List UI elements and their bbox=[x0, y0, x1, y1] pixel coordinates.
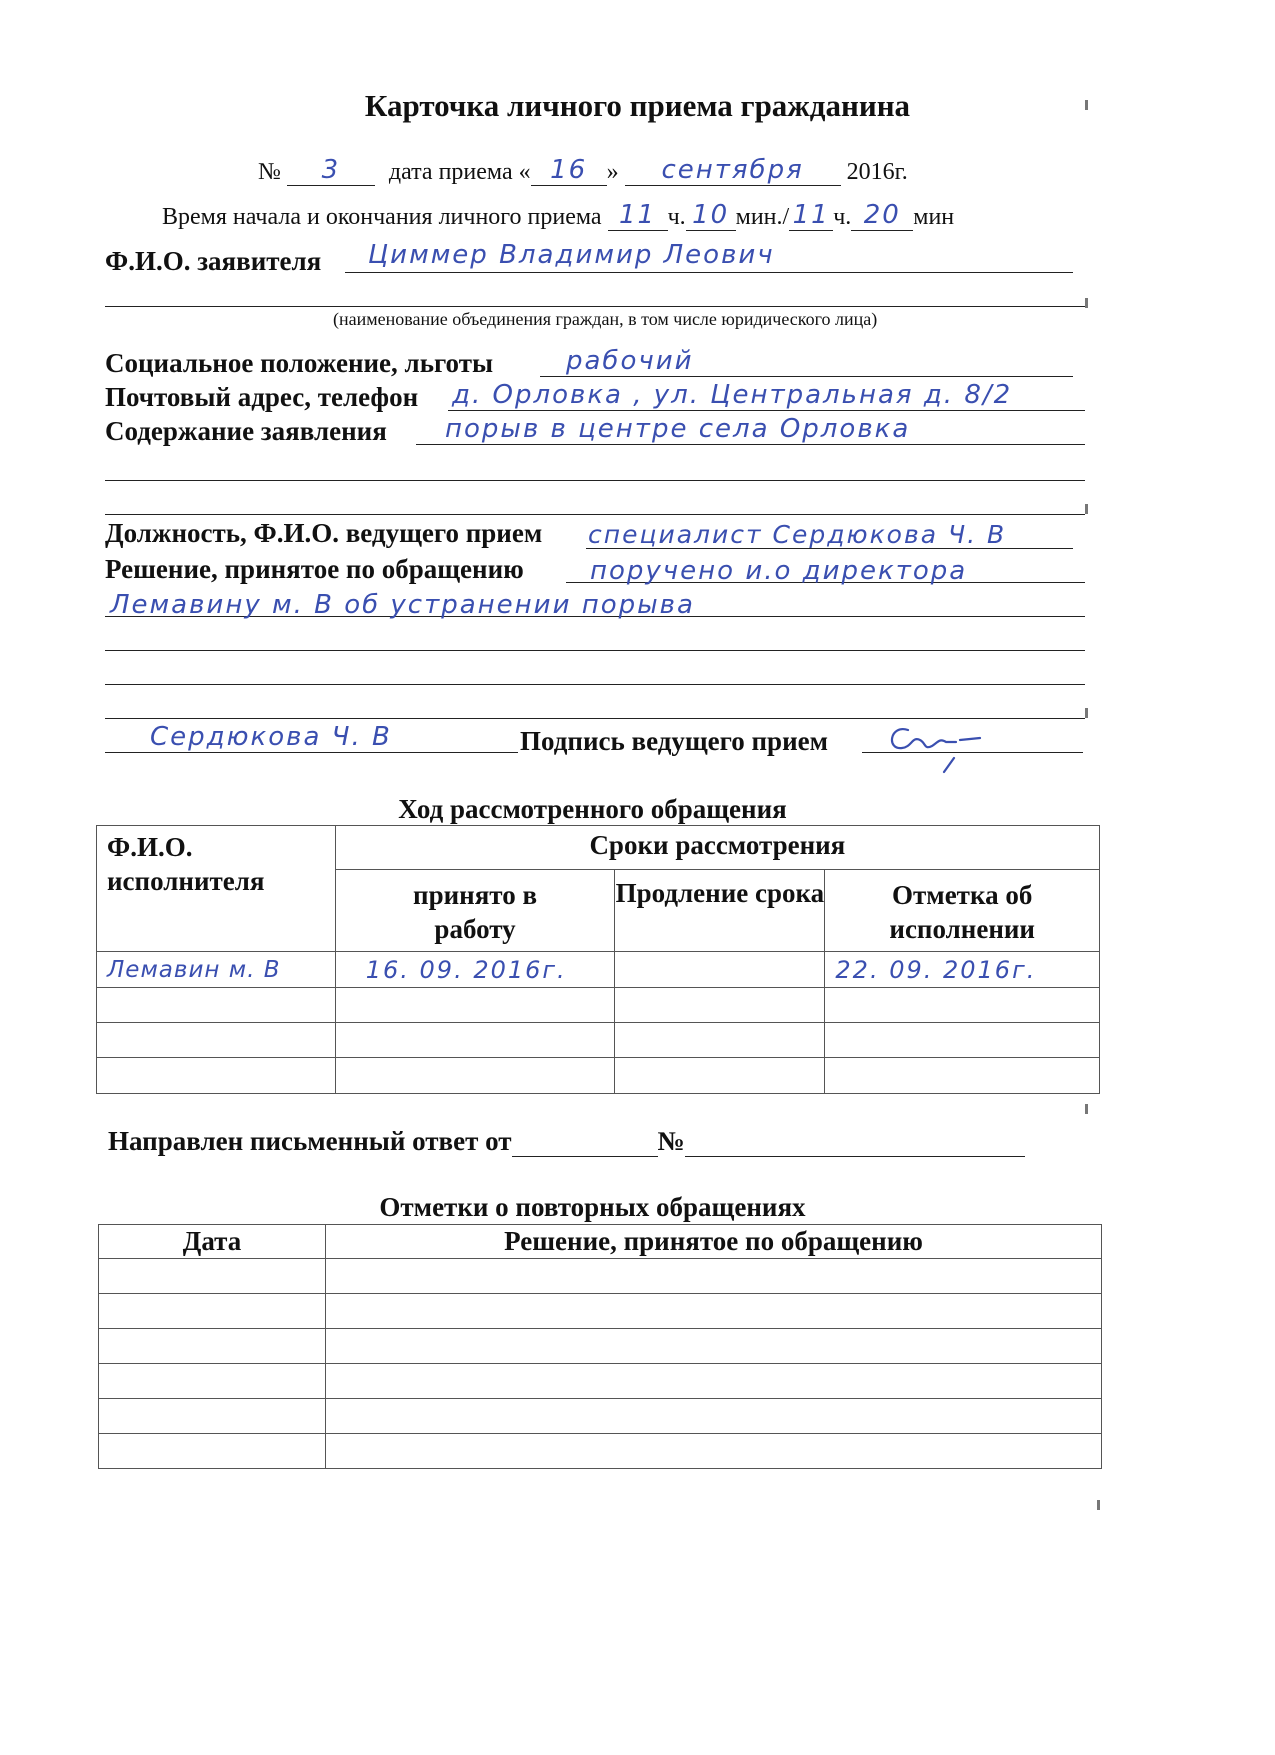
end-hour-value: 11 bbox=[792, 200, 830, 230]
repeat-decision-cell[interactable] bbox=[326, 1399, 1102, 1434]
social-value[interactable]: рабочий bbox=[566, 346, 694, 376]
col-terms: Сроки рассмотрения bbox=[335, 826, 1099, 870]
official-label: Должность, Ф.И.О. ведущего прием bbox=[105, 518, 543, 548]
col-executor: Ф.И.О. исполнителя bbox=[97, 826, 336, 952]
answer-number-field[interactable] bbox=[685, 1132, 1025, 1157]
row-accepted[interactable] bbox=[335, 988, 615, 1023]
month-value: сентября bbox=[661, 155, 804, 185]
table-row bbox=[99, 1399, 1102, 1434]
answer-label: Направлен письменный ответ от bbox=[108, 1126, 512, 1156]
content-label: Содержание заявления bbox=[105, 416, 387, 446]
start-hour-value: 11 bbox=[619, 200, 657, 230]
form-title: Карточка личного приема гражданина bbox=[364, 88, 911, 123]
table-row bbox=[99, 1434, 1102, 1469]
signer-name[interactable]: Сердюкова Ч. В bbox=[150, 722, 392, 752]
scan-mark bbox=[1085, 708, 1088, 718]
table-row bbox=[99, 1364, 1102, 1399]
time-line bbox=[162, 200, 954, 231]
repeat-date-cell[interactable] bbox=[99, 1399, 326, 1434]
table-row bbox=[97, 988, 1100, 1023]
org-underline[interactable] bbox=[105, 306, 1085, 307]
social-label: Социальное положение, льготы bbox=[105, 348, 494, 378]
content-line-2[interactable] bbox=[105, 480, 1085, 481]
end-min-field[interactable] bbox=[851, 200, 913, 231]
repeat-date-cell[interactable] bbox=[99, 1259, 326, 1294]
org-caption: (наименование объединения граждан, в том числе юридического лица) bbox=[333, 309, 878, 329]
end-hour-field[interactable] bbox=[789, 200, 833, 231]
row-accepted[interactable]: 16. 09. 2016г. bbox=[335, 952, 615, 988]
col-repeat-decision: Решение, принятое по обращению bbox=[326, 1225, 1102, 1259]
row-executor[interactable] bbox=[97, 1023, 336, 1058]
answer-number-label: № bbox=[657, 1126, 685, 1156]
row-done[interactable] bbox=[825, 1058, 1100, 1094]
min-label: мин./ bbox=[735, 204, 790, 230]
start-hour-field[interactable] bbox=[608, 200, 668, 231]
repeat-decision-cell[interactable] bbox=[326, 1329, 1102, 1364]
row-extension[interactable] bbox=[615, 1023, 825, 1058]
date-label: дата приема « bbox=[388, 159, 531, 185]
table-row bbox=[99, 1329, 1102, 1364]
col-done: Отметка об исполнении bbox=[825, 870, 1100, 952]
fio-underline bbox=[345, 272, 1073, 273]
table-row bbox=[97, 1023, 1100, 1058]
col-accepted: принято в работу bbox=[335, 870, 615, 952]
hour-label: ч. bbox=[667, 204, 686, 230]
address-value[interactable]: д. Орловка , ул. Центральная д. 8/2 bbox=[452, 380, 1013, 410]
col-date: Дата bbox=[99, 1225, 326, 1259]
month-field[interactable] bbox=[625, 155, 841, 186]
address-underline bbox=[448, 410, 1085, 411]
scan-mark bbox=[1097, 1500, 1100, 1510]
row-done[interactable]: 22. 09. 2016г. bbox=[825, 952, 1100, 988]
answer-date-field[interactable] bbox=[512, 1132, 658, 1157]
decision-line-4[interactable] bbox=[105, 684, 1085, 685]
row-accepted[interactable] bbox=[335, 1023, 615, 1058]
repeat-table-title: Отметки о повторных обращениях bbox=[379, 1192, 806, 1222]
row-done[interactable] bbox=[825, 988, 1100, 1023]
table-row bbox=[99, 1259, 1102, 1294]
progress-table bbox=[96, 825, 1100, 1094]
decision-value-1[interactable]: поручено и.о директора bbox=[590, 556, 968, 586]
year-label: 2016г. bbox=[846, 159, 908, 185]
repeat-date-cell[interactable] bbox=[99, 1294, 326, 1329]
content-line-3[interactable] bbox=[105, 514, 1085, 515]
signer-underline bbox=[105, 752, 518, 753]
number-label: № bbox=[258, 159, 281, 185]
day-value: 16 bbox=[550, 155, 588, 185]
scan-mark bbox=[1085, 504, 1088, 514]
number-date-line bbox=[258, 155, 908, 186]
signature-label: Подпись ведущего прием bbox=[520, 726, 828, 756]
decision-line-3[interactable] bbox=[105, 650, 1085, 651]
start-min-field[interactable] bbox=[686, 200, 736, 231]
table-row bbox=[99, 1294, 1102, 1329]
row-done[interactable] bbox=[825, 1023, 1100, 1058]
social-underline bbox=[540, 376, 1073, 377]
repeat-decision-cell[interactable] bbox=[326, 1364, 1102, 1399]
repeat-decision-cell[interactable] bbox=[326, 1294, 1102, 1329]
content-value[interactable]: порыв в центре села Орловка bbox=[445, 414, 911, 444]
decision-value-2[interactable]: Лемавину м. В об устранении порыва bbox=[110, 590, 695, 620]
repeat-decision-cell[interactable] bbox=[326, 1434, 1102, 1469]
row-executor[interactable] bbox=[97, 1058, 336, 1094]
row-executor[interactable]: Лемавин м. В bbox=[97, 952, 336, 988]
scan-mark bbox=[1085, 1104, 1088, 1114]
answer-line bbox=[108, 1126, 1025, 1157]
repeat-date-cell[interactable] bbox=[99, 1329, 326, 1364]
start-min-value: 10 bbox=[692, 200, 730, 230]
number-field[interactable] bbox=[287, 155, 375, 186]
repeat-decision-cell[interactable] bbox=[326, 1259, 1102, 1294]
col-extension: Продление срока bbox=[615, 870, 825, 952]
row-extension[interactable] bbox=[615, 1058, 825, 1094]
min-label-2: мин bbox=[913, 204, 955, 230]
row-executor[interactable] bbox=[97, 988, 336, 1023]
time-label: Время начала и окончания личного приема bbox=[162, 204, 602, 230]
table-row bbox=[97, 1058, 1100, 1094]
decision-label: Решение, принятое по обращению bbox=[105, 554, 524, 584]
address-label: Почтовый адрес, телефон bbox=[105, 382, 419, 412]
row-extension[interactable] bbox=[615, 952, 825, 988]
repeat-date-cell[interactable] bbox=[99, 1364, 326, 1399]
official-value[interactable]: специалист Сердюкова Ч. В bbox=[588, 520, 1007, 549]
scan-mark bbox=[1085, 100, 1088, 110]
signature-icon bbox=[868, 712, 988, 782]
row-extension[interactable] bbox=[615, 988, 825, 1023]
date-close: » bbox=[606, 159, 619, 185]
fio-label: Ф.И.О. заявителя bbox=[105, 246, 322, 276]
table-row bbox=[97, 952, 1100, 988]
number-value: 3 bbox=[321, 155, 341, 185]
repeat-table bbox=[98, 1224, 1102, 1469]
content-underline bbox=[416, 444, 1085, 445]
fio-value[interactable]: Циммер Владимир Леович bbox=[368, 240, 775, 270]
hour-label-2: ч. bbox=[833, 204, 852, 230]
progress-table-title: Ход рассмотренного обращения bbox=[398, 794, 787, 824]
row-accepted[interactable] bbox=[335, 1058, 615, 1094]
repeat-date-cell[interactable] bbox=[99, 1434, 326, 1469]
scan-mark bbox=[1085, 298, 1088, 308]
end-min-value: 20 bbox=[863, 200, 901, 230]
day-field[interactable] bbox=[531, 155, 607, 186]
